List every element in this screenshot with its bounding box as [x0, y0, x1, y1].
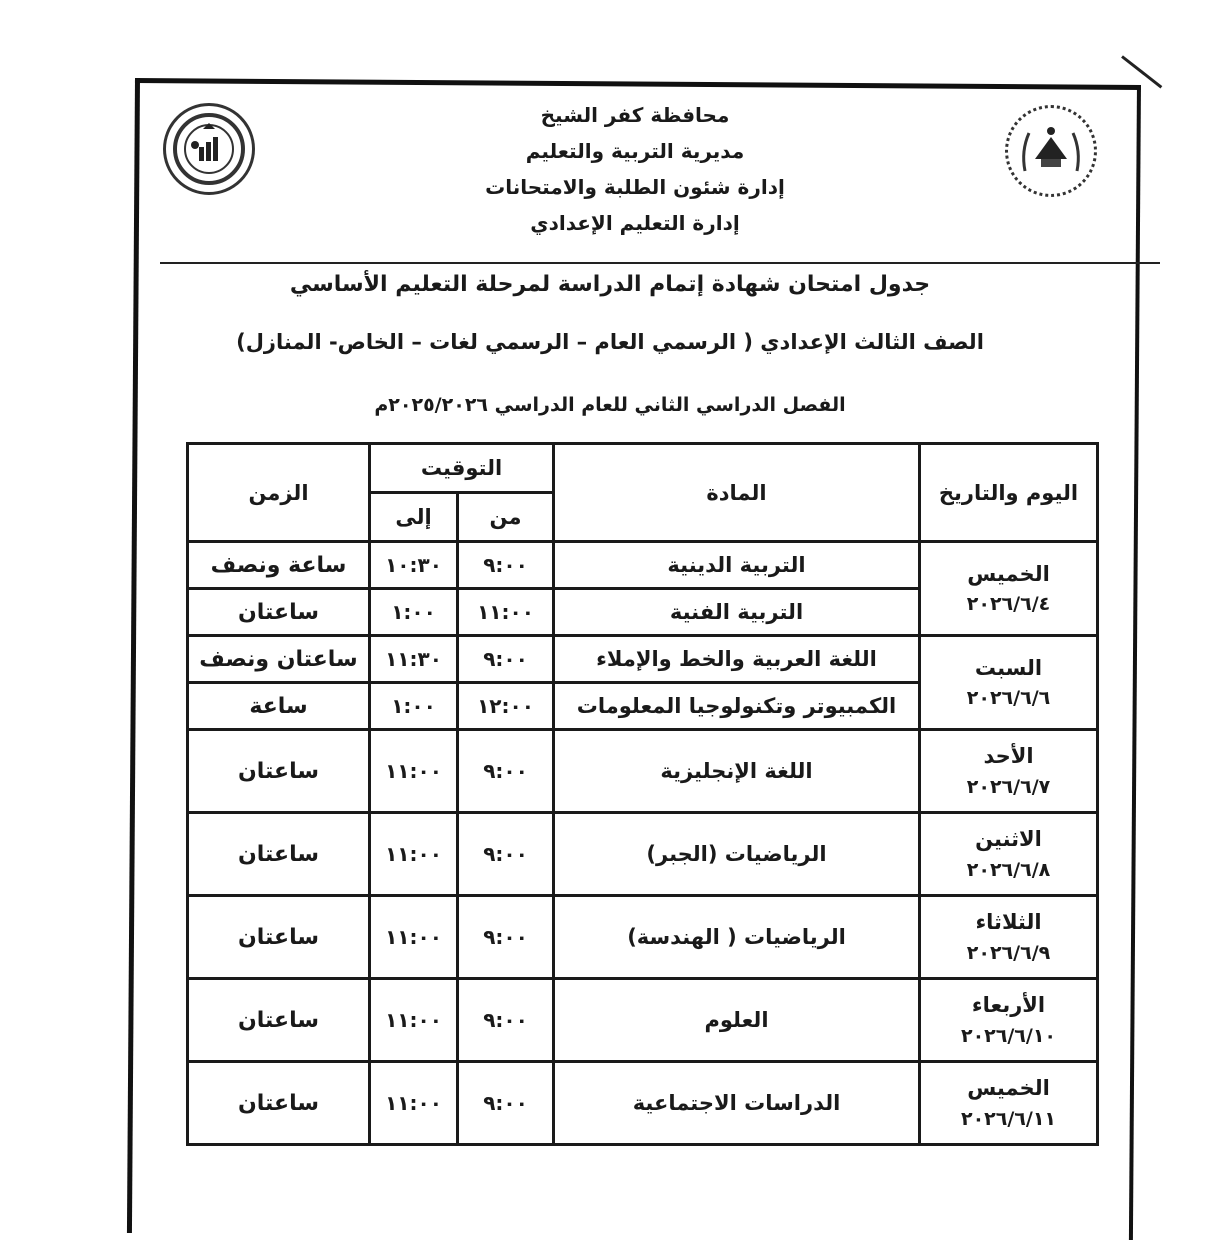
- table-header-row: [188, 444, 1098, 493]
- day-cell: [920, 730, 1098, 813]
- day-name: الخميس: [967, 1076, 1050, 1100]
- from-cell: ١١:٠٠: [458, 589, 554, 636]
- day-cell: [920, 1062, 1098, 1145]
- from-cell: ٩:٠٠: [458, 730, 554, 813]
- day-name: الأحد: [983, 744, 1034, 768]
- subject-cell: التربية الدينية: [554, 542, 920, 589]
- header-subject: المادة: [554, 444, 920, 542]
- header-divider: [160, 262, 1160, 264]
- table-row: [188, 896, 1098, 979]
- duration-cell: ساعة ونصف: [188, 542, 370, 589]
- header-to: إلى: [370, 493, 458, 542]
- header-from: من: [458, 493, 554, 542]
- to-cell: ١١:٠٠: [370, 813, 458, 896]
- subject-cell: الدراسات الاجتماعية: [554, 1062, 920, 1145]
- duration-cell: ساعتان: [188, 896, 370, 979]
- day-cell: [920, 542, 1098, 636]
- table-row: [188, 636, 1098, 683]
- subject-cell: الرياضيات ( الهندسة): [554, 896, 920, 979]
- day-date: ٢٠٢٦/٦/٦: [966, 687, 1051, 710]
- day-date: ٢٠٢٦/٦/١٠: [960, 1024, 1057, 1047]
- day-date: ٢٠٢٦/٦/٤: [966, 593, 1051, 616]
- day-date: ٢٠٢٦/٦/٩: [966, 941, 1051, 964]
- to-cell: ١١:٠٠: [370, 1062, 458, 1145]
- table-row: [188, 1062, 1098, 1145]
- day-name: الثلاثاء: [975, 910, 1042, 934]
- document-header: [160, 95, 1110, 255]
- day-cell: [920, 813, 1098, 896]
- to-cell: ١٠:٣٠: [370, 542, 458, 589]
- from-cell: ٩:٠٠: [458, 636, 554, 683]
- directorate-emblem-icon: [1005, 105, 1097, 197]
- subject-cell: الرياضيات (الجبر): [554, 813, 920, 896]
- from-cell: ٩:٠٠: [458, 542, 554, 589]
- to-cell: ١:٠٠: [370, 589, 458, 636]
- governorate-name: محافظة كفر الشيخ: [540, 103, 730, 127]
- header-duration: الزمن: [188, 444, 370, 542]
- day-date: ٢٠٢٦/٦/٨: [966, 858, 1051, 881]
- grade-title: الصف الثالث الإعدادي ( الرسمي العام – الرسمي لغات – الخاص- المنازل): [236, 330, 984, 354]
- from-cell: ١٢:٠٠: [458, 683, 554, 730]
- to-cell: ١١:٠٠: [370, 730, 458, 813]
- day-name: الاثنين: [975, 827, 1042, 851]
- subject-cell: الكمبيوتر وتكنولوجيا المعلومات: [554, 683, 920, 730]
- day-name: السبت: [974, 655, 1043, 680]
- duration-cell: ساعتان ونصف: [188, 636, 370, 683]
- from-cell: ٩:٠٠: [458, 1062, 554, 1145]
- table-row: [188, 979, 1098, 1062]
- day-date: ٢٠٢٦/٦/٧: [966, 775, 1051, 798]
- header-timing: التوقيت: [370, 444, 554, 493]
- day-date: ٢٠٢٦/٦/١١: [960, 1107, 1057, 1130]
- corner-pen-mark: [1121, 55, 1162, 88]
- directorate-name: مديرية التربية والتعليم: [525, 139, 745, 163]
- day-cell: [920, 979, 1098, 1062]
- student-affairs-dept: إدارة شئون الطلبة والامتحانات: [485, 175, 785, 199]
- day-cell: [920, 896, 1098, 979]
- to-cell: ١١:٠٠: [370, 979, 458, 1062]
- duration-cell: ساعتان: [188, 589, 370, 636]
- duration-cell: ساعتان: [188, 813, 370, 896]
- day-name: الخميس: [967, 561, 1050, 586]
- table-row: [188, 813, 1098, 896]
- subject-cell: اللغة الإنجليزية: [554, 730, 920, 813]
- day-cell: [920, 636, 1098, 730]
- from-cell: ٩:٠٠: [458, 896, 554, 979]
- term-title: الفصل الدراسي الثاني للعام الدراسي ٢٠٢٥/٢٠٢٦م: [374, 394, 846, 416]
- prep-education-dept: إدارة التعليم الإعدادي: [530, 211, 740, 235]
- schedule-title: جدول امتحان شهادة إتمام الدراسة لمرحلة التعليم الأساسي: [289, 272, 931, 297]
- to-cell: ١١:٠٠: [370, 896, 458, 979]
- subject-cell: اللغة العربية والخط والإملاء: [554, 636, 920, 683]
- table-row: [188, 730, 1098, 813]
- ministry-seal-icon: [163, 103, 255, 195]
- duration-cell: ساعة: [188, 683, 370, 730]
- duration-cell: ساعتان: [188, 730, 370, 813]
- duration-cell: ساعتان: [188, 1062, 370, 1145]
- day-name: الأربعاء: [971, 993, 1046, 1017]
- duration-cell: ساعتان: [188, 979, 370, 1062]
- from-cell: ٩:٠٠: [458, 813, 554, 896]
- subject-cell: العلوم: [554, 979, 920, 1062]
- subject-cell: التربية الفنية: [554, 589, 920, 636]
- exam-schedule-table: [186, 442, 1099, 1146]
- to-cell: ١:٠٠: [370, 683, 458, 730]
- to-cell: ١١:٣٠: [370, 636, 458, 683]
- from-cell: ٩:٠٠: [458, 979, 554, 1062]
- header-day-date: اليوم والتاريخ: [920, 444, 1098, 542]
- table-row: [188, 542, 1098, 589]
